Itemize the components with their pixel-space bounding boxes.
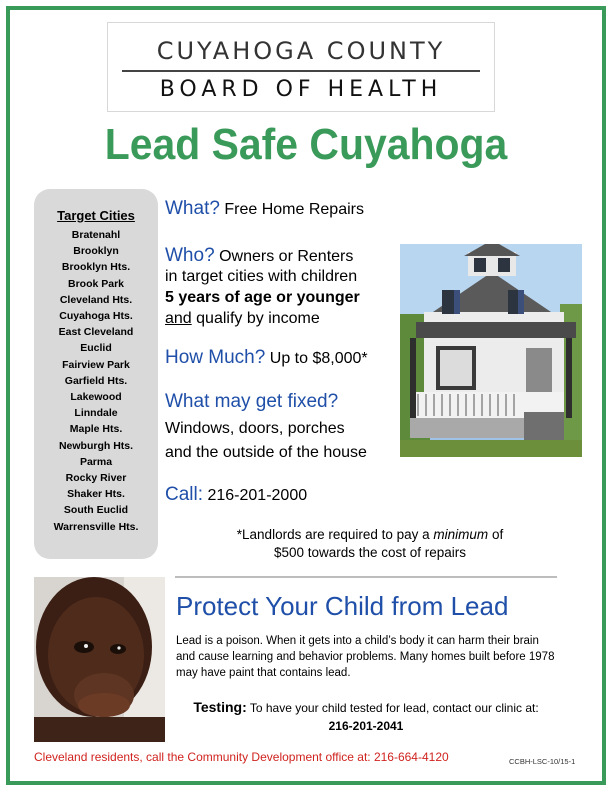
- city-item: Euclid: [80, 342, 112, 355]
- city-item: Bratenahl: [71, 229, 121, 241]
- note-part2: of: [488, 527, 504, 542]
- how-much-label: How Much?: [165, 347, 266, 368]
- logo-divider: [122, 70, 480, 72]
- landlord-note: [190, 526, 550, 562]
- logo-line2: BOARD OF HEALTH: [159, 77, 443, 102]
- city-item: Linndale: [74, 407, 118, 420]
- city-item: Brooklyn Hts.: [61, 261, 131, 274]
- testing-line: [176, 698, 556, 717]
- logo-line1: CUYAHOGA COUNTY: [156, 37, 446, 65]
- call-label: Call:: [165, 484, 204, 505]
- footer-contact: Cleveland residents, call the Community Development office at: 216-664-4120: [34, 750, 449, 764]
- who-line2: in target cities with children: [165, 268, 358, 285]
- city-item: East Cleveland: [58, 326, 134, 339]
- board-of-health-logo: [107, 22, 495, 112]
- what-label: What?: [165, 198, 220, 219]
- testing-section: [176, 698, 556, 735]
- target-cities-panel: [34, 189, 158, 559]
- call-section: [165, 484, 307, 506]
- how-much-text: Up to $8,000*: [269, 350, 368, 367]
- who-and: and: [165, 310, 192, 327]
- landlord-note-line2: $500 towards the cost of repairs: [273, 545, 467, 560]
- page-title: Lead Safe Cuyahoga: [104, 120, 508, 169]
- city-item: Cuyahoga Hts.: [59, 310, 133, 323]
- fixed-line1: Windows, doors, porches: [165, 420, 345, 437]
- who-line1: Owners or Renters: [219, 248, 354, 265]
- city-item: Fairview Park: [62, 358, 130, 371]
- note-part1: *Landlords are required to pay a: [236, 527, 434, 542]
- city-item: Newburgh Hts.: [58, 439, 134, 452]
- fixed-section: [165, 391, 338, 413]
- child-photo: [34, 577, 165, 742]
- testing-label: Testing:: [193, 699, 247, 715]
- call-number: 216-201-2000: [207, 487, 308, 504]
- city-item: Brooklyn: [73, 245, 119, 258]
- lead-paragraph: Lead is a poison. When it gets into a child’s body it can harm their brain and cause learning and behavior problems. Many homes built before 1978 may have paint that contains lead.: [176, 635, 555, 679]
- fixed-line2: and the outside of the house: [165, 444, 367, 461]
- protect-heading: Protect Your Child from Lead: [176, 591, 509, 621]
- city-item: Warrensville Hts.: [53, 520, 139, 533]
- landlord-note-line1: [190, 526, 550, 544]
- target-cities-heading: Target Cities: [57, 208, 135, 223]
- who-section: [165, 245, 353, 267]
- testing-phone: 216-201-2041: [328, 719, 404, 733]
- city-item: Garfield Hts.: [64, 374, 128, 387]
- what-section: [165, 198, 364, 220]
- city-item: Parma: [79, 455, 113, 468]
- note-emphasis: minimum: [433, 527, 489, 542]
- city-item: South Euclid: [63, 504, 129, 517]
- city-item: Lakewood: [70, 391, 122, 404]
- who-line3: 5 years of age or younger: [165, 289, 360, 306]
- city-item: Rocky River: [65, 472, 127, 485]
- section-divider: [175, 576, 557, 578]
- form-code: CCBH-LSC-10/15-1: [509, 757, 576, 766]
- who-line4-rest: qualify by income: [191, 310, 320, 327]
- city-item: Maple Hts.: [69, 423, 123, 436]
- testing-text: To have your child tested for lead, contact our clinic at:: [246, 701, 539, 715]
- who-label: Who?: [165, 245, 215, 266]
- house-photo: [400, 244, 582, 457]
- city-item: Shaker Hts.: [67, 488, 125, 501]
- how-much-section: [165, 347, 368, 369]
- fixed-label: What may get fixed?: [165, 391, 339, 412]
- city-item: Brook Park: [67, 277, 125, 290]
- who-line4: [165, 310, 320, 328]
- city-item: Cleveland Hts.: [59, 293, 133, 306]
- what-text: Free Home Repairs: [224, 201, 364, 218]
